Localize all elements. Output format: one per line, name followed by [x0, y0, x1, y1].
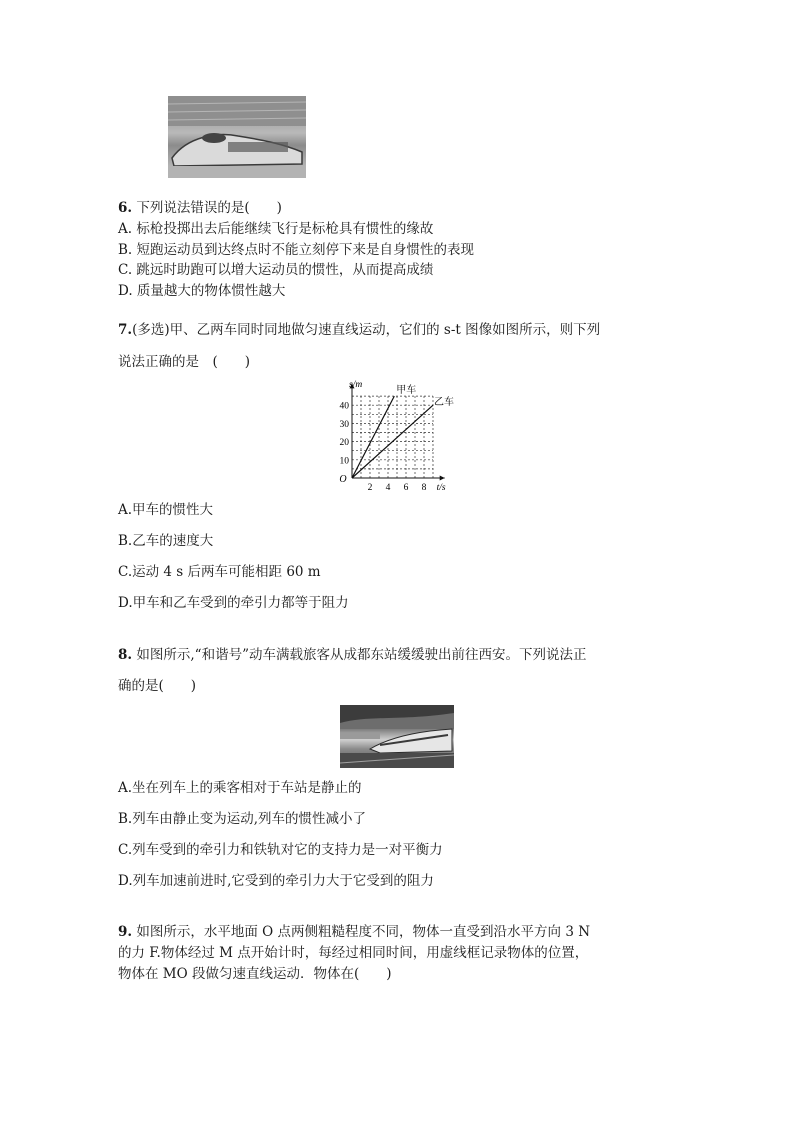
question-8-stem-line2: 确的是( ): [118, 678, 197, 694]
option-c: C. 跳远时助跑可以增大运动员的惯性，从而提高成绩: [118, 262, 434, 278]
question-number: 8.: [118, 647, 133, 663]
option-a: A.坐在列车上的乘客相对于车站是静止的: [118, 780, 362, 796]
origin-label: O: [339, 474, 347, 485]
x-tick-label: 6: [403, 483, 409, 493]
option-c: C.运动 4 s 后两车可能相距 60 m: [118, 564, 321, 580]
x-axis-label: t/s: [436, 483, 446, 493]
option-a: A. 标枪投掷出去后能继续飞行是标枪具有惯性的缘故: [118, 221, 434, 237]
question-9-line3: 物体在 MO 段做匀速直线运动．物体在( ): [118, 966, 392, 982]
question-9-line1: [118, 922, 590, 942]
option-d: D.甲车和乙车受到的牵引力都等于阻力: [118, 595, 349, 611]
chart-grid: [352, 396, 433, 478]
option-d: D. 质量越大的物体惯性越大: [118, 283, 286, 299]
question-number: 9.: [118, 924, 133, 940]
x-tick-label: 2: [367, 483, 373, 493]
option-b: B.乙车的速度大: [118, 533, 214, 549]
question-text: 如图所示,“和谐号”动车满载旅客从成都东站缓缓驶出前往西安。下列说法正: [132, 647, 587, 663]
option-d: D.列车加速前进时,它受到的牵引力大于它受到的阻力: [118, 873, 434, 889]
question-8-stem-line1: [118, 645, 586, 665]
question-7-stem-line1: [118, 320, 600, 340]
question-7-stem-line2: 说法正确的是 ( ): [118, 354, 251, 370]
question-9-line2: 的力 F.物体经过 M 点开始计时，每经过相同时间，用虚线框记录物体的位置，: [118, 945, 589, 961]
series-label-1: 甲车: [396, 385, 417, 397]
y-tick-label: 20: [339, 438, 349, 449]
train-photo: [340, 705, 454, 768]
series-label-2: 乙车: [434, 397, 454, 409]
y-tick-label: 10: [339, 456, 349, 467]
option-c: C.列车受到的牵引力和铁轨对它的支持力是一对平衡力: [118, 842, 443, 858]
y-tick-label: 40: [339, 401, 349, 412]
x-tick-label: 4: [385, 483, 391, 493]
x-axis-arrow: [440, 476, 445, 481]
option-a: A.甲车的惯性大: [118, 502, 214, 518]
chart-series: [352, 396, 433, 478]
option-b: B. 短跑运动员到达终点时不能立刻停下来是自身惯性的表现: [118, 242, 475, 258]
y-tick-label: 30: [339, 419, 349, 430]
s-t-chart: [328, 375, 458, 493]
question-text: 下列说法错误的是( ): [132, 200, 282, 216]
question-6-stem: [118, 198, 282, 218]
race-car-photo: [168, 96, 306, 178]
question-number: 7.: [118, 322, 133, 338]
x-tick-label: 8: [421, 483, 427, 493]
y-axis-label: s/m: [349, 380, 363, 391]
question-text: 如图所示，水平地面 O 点两侧粗糙程度不同，物体一直受到沿水平方向 3 N: [132, 924, 591, 940]
question-text: (多选)甲、乙两车同时同地做匀速直线运动，它们的 s-t 图像如图所示，则下列: [132, 322, 601, 338]
question-number: 6.: [118, 200, 133, 216]
option-b: B.列车由静止变为运动,列车的惯性减小了: [118, 811, 367, 827]
